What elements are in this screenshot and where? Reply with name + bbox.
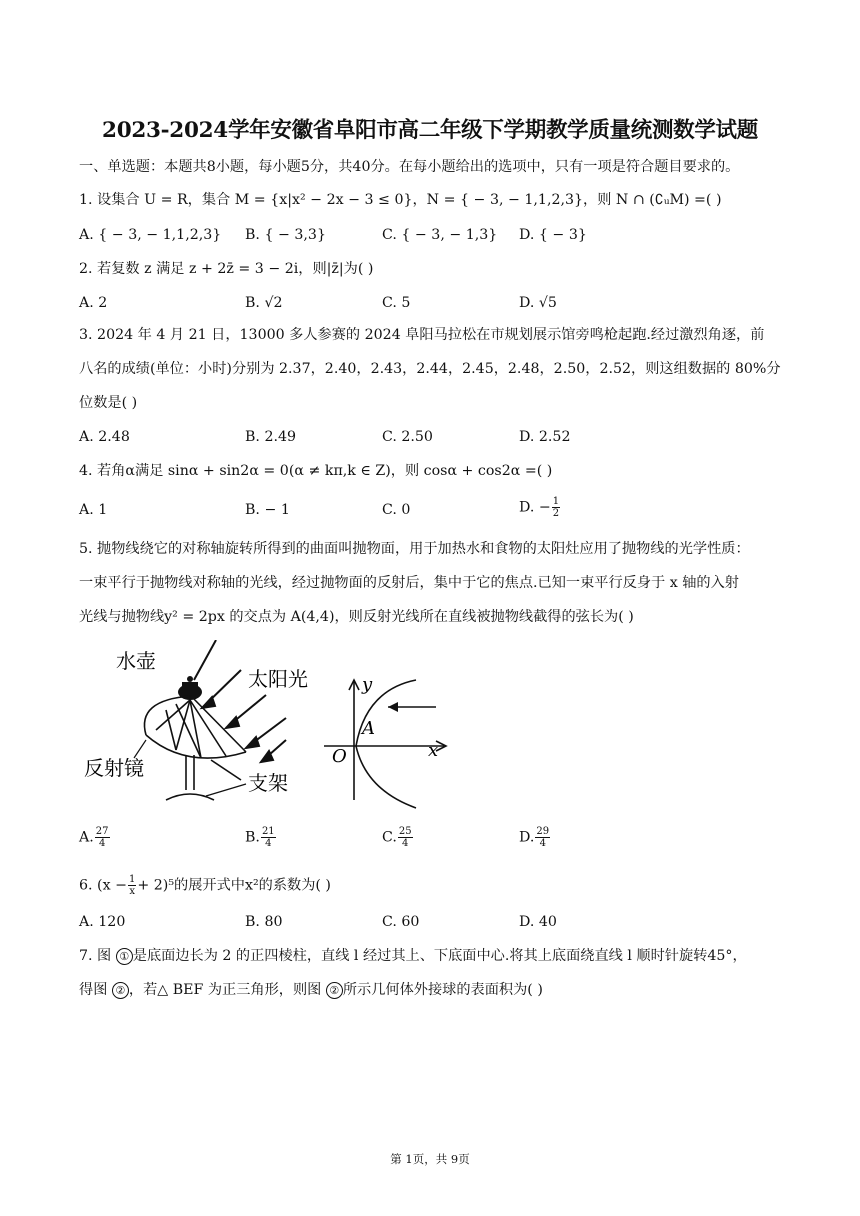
section-heading: 一、单选题：本题共8小题，每小题5分，共40分。在每小题给出的选项中，只有一项是符合题目要求的。	[79, 159, 740, 175]
q5-option-d-label: D.	[519, 829, 535, 846]
q6-option-a: A. 120	[79, 914, 126, 930]
question-5-line-3: 光线与抛物线y² = 2px 的交点为 A(4,4)，则反射光线所在直线被抛物线截得的弦长为( )	[79, 609, 634, 625]
fraction-numerator: 25	[398, 826, 412, 837]
q5-option-c-label: C.	[382, 829, 397, 846]
q2-option-b: B. √2	[245, 295, 283, 311]
q4-option-c: C. 0	[382, 502, 411, 518]
solar-cooker-figure	[76, 640, 456, 812]
label-sunlight: 太阳光	[248, 667, 308, 691]
q5-option-d-fraction	[535, 826, 550, 849]
fraction-denominator: 4	[539, 838, 546, 849]
q5-option-c-fraction	[398, 826, 413, 849]
q1-option-b: B. { − 3,3}	[245, 227, 326, 243]
q5-option-b-label: B.	[245, 829, 260, 846]
fraction-numerator: 27	[95, 826, 109, 837]
label-origin: O	[332, 746, 347, 767]
fraction-denominator: 4	[402, 838, 409, 849]
q6-pre: 6. (x −	[79, 877, 127, 894]
question-3-line-2: 八名的成绩(单位：小时)分别为 2.37，2.40，2.43，2.44，2.45，2.48，2.50，2.52，则这组数据的 80%分	[79, 361, 781, 377]
q1-option-a: A. { − 3, − 1,1,2,3}	[79, 227, 222, 243]
q6-option-d: D. 40	[519, 914, 557, 930]
fraction-denominator: 2	[552, 508, 560, 519]
question-7-line-1	[79, 946, 747, 966]
fraction-denominator: 4	[265, 838, 272, 849]
q4-option-a: A. 1	[79, 502, 108, 518]
figure-number-2b	[326, 982, 343, 999]
q1-option-d: D. { − 3}	[519, 227, 587, 243]
q4-option-d	[519, 496, 561, 519]
q4-option-d-fraction	[552, 496, 560, 519]
figure-number-1	[116, 948, 133, 965]
q6-fraction	[128, 874, 136, 897]
q4-option-b: B. − 1	[245, 502, 290, 518]
q4-option-d-label: D. −	[519, 499, 551, 516]
q2-option-c: C. 5	[382, 295, 411, 311]
fraction-numerator: 1	[552, 496, 560, 507]
page-footer: 第 1页，共 9页	[390, 1152, 470, 1166]
question-6-stem	[79, 874, 331, 897]
q3-option-b: B. 2.49	[245, 429, 297, 445]
q5-option-a-label: A.	[79, 829, 94, 846]
fraction-numerator: 21	[261, 826, 275, 837]
question-7-line-2	[79, 980, 543, 1000]
q6-post: + 2)⁵的展开式中x²的系数为( )	[137, 877, 331, 894]
label-point-a: A	[362, 718, 375, 739]
question-2-stem: 2. 若复数 z 满足 z + 2z̄ = 3 − 2i，则|z̄|为( )	[79, 261, 374, 277]
question-5-line-2: 一束平行于抛物线对称轴的光线，经过抛物面的反射后，集中于它的焦点.已知一束平行反身于 x 轴的入射	[79, 575, 739, 591]
page-title: 2023-2024学年安徽省阜阳市高二年级下学期教学质量统测数学试题	[102, 118, 758, 143]
q7-text: 所示几何体外接球的表面积为( )	[342, 982, 543, 998]
q2-option-d: D. √5	[519, 295, 557, 311]
q3-option-a: A. 2.48	[79, 429, 130, 445]
figure-number-2	[112, 982, 129, 999]
q1-option-c: C. { − 3, − 1,3}	[382, 227, 498, 243]
question-4-stem: 4. 若角α满足 sinα + sin2α = 0(α ≠ kπ,k ∈ Z)，则 cosα + cos2α =( )	[79, 463, 553, 479]
question-1-stem: 1. 设集合 U = R，集合 M = {x|x² − 2x − 3 ≤ 0}，N = { − 3, − 1,1,2,3}，则 N ∩ (∁ᵤM) =( )	[79, 192, 722, 208]
fraction-numerator: 29	[536, 826, 550, 837]
fraction-denominator: x	[129, 886, 135, 897]
q7-text: 得图	[79, 982, 108, 998]
figure-number-text: ②	[329, 983, 340, 997]
figure-number-text: ①	[119, 949, 130, 963]
question-3-line-3: 位数是( )	[79, 395, 138, 411]
question-3-line-1: 3. 2024 年 4 月 21 日，13000 多人参赛的 2024 阜阳马拉松在市规划展示馆旁鸣枪起跑.经过激烈角逐，前	[79, 327, 765, 343]
label-mirror: 反射镜	[84, 756, 144, 780]
q5-option-a	[79, 826, 111, 849]
q7-text: ，若△ BEF 为正三角形，则图	[128, 982, 322, 998]
question-5-line-1: 5. 抛物线绕它的对称轴旋转所得到的曲面叫抛物面，用于加热水和食物的太阳灶应用了抛物线的光学性质：	[79, 541, 750, 557]
label-stand: 支架	[248, 771, 288, 795]
q3-option-c: C. 2.50	[382, 429, 433, 445]
q6-option-b: B. 80	[245, 914, 283, 930]
q5-option-c	[382, 826, 414, 849]
label-kettle: 水壶	[116, 649, 156, 673]
q5-option-a-fraction	[95, 826, 110, 849]
fraction-denominator: 4	[98, 838, 106, 849]
label-x-axis: x	[428, 740, 439, 761]
fraction-numerator: 1	[128, 874, 136, 885]
figure-number-text: ②	[115, 983, 126, 997]
q7-text: 是底面边长为 2 的正四棱柱，直线 l 经过其上、下底面中心.将其上底面绕直线 l 顺时针旋转45°，	[132, 948, 747, 964]
label-y-axis: y	[362, 674, 373, 695]
q3-option-d: D. 2.52	[519, 429, 571, 445]
q7-text: 7. 图	[79, 948, 112, 964]
q5-option-b-fraction	[261, 826, 276, 849]
q5-option-b	[245, 826, 277, 849]
q2-option-a: A. 2	[79, 295, 108, 311]
q6-option-c: C. 60	[382, 914, 420, 930]
q5-option-d	[519, 826, 551, 849]
